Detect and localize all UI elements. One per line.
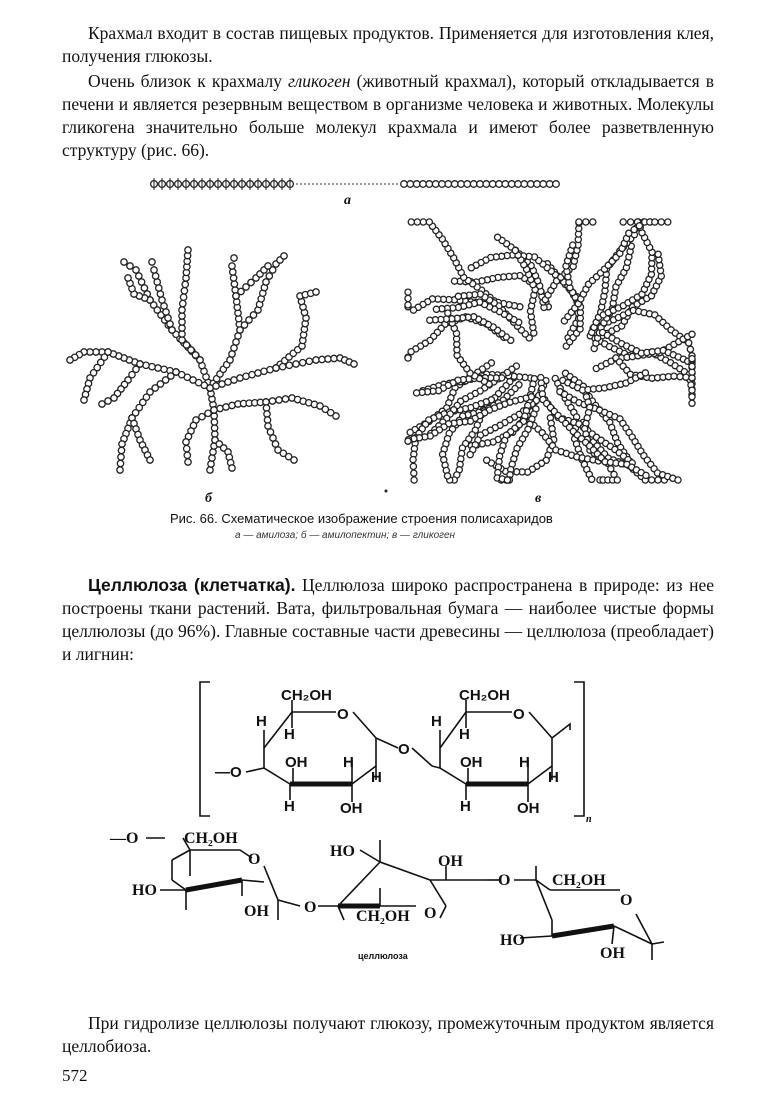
figure-label-b: б [205,491,212,506]
glycogen-text-start: Очень близок к крахмалу [88,71,289,91]
figure-label-v: в [535,491,542,506]
formula-h-9: H [548,769,559,786]
glycogen-text-end: (животный крахмал), который откладывается в печени и является резервным веществом в организме человека и животных. Молекулы гликогена значительно больше молекул крахмала и имеют более разветвленную структуру (рис. 66). [62,71,714,160]
lower-o-link-left: —O [110,830,139,847]
lower-ch2oh-3: CH₂OH [552,872,606,889]
formula-oh-2: OH [340,800,363,817]
lower-ring-o-1: O [248,851,261,868]
lower-oh-3: OH [600,945,625,962]
lower-ch2oh-1: CH₂OH [184,830,238,847]
lower-oh-1: OH [244,903,269,920]
cellulose-text: Целлюлоза широко распространена в природе: из нее построены ткани растений. Вата, фильтровальная бумага — наиболее чистые формы целлюлозы (до 96%). Главные составные части древесины — целлюлоза (преобладает) и лигнин: [62,575,714,664]
lower-bridge-o-2: O [498,872,511,889]
formula-ring-o-left: O [337,706,349,723]
page-number: 572 [62,1066,88,1085]
figure-label-a: а [344,193,351,208]
paragraph-hydrolysis: При гидролизе целлюлозы получают глюкозу, промежуточным продуктом является целлобиоза. [62,1013,714,1056]
formula-h-2: H [284,726,295,743]
figure-66-legend: а — амилоза; б — амилопектин; в — гликоген [235,530,456,541]
formula-ch2oh-left: CH₂OH [281,687,332,704]
lower-ho-1: HO [132,882,157,899]
paragraph-starch-use: Крахмал входит в состав пищевых продуктов. Применяется для изготовления клея, получения глюкозы. [62,23,714,66]
figure-66-caption: Рис. 66. Схематическое изображение строения полисахаридов [170,511,553,526]
formula-o-left-end: —O [215,764,242,781]
formula-ring-o-right: O [513,706,525,723]
formula-h-10: H [460,798,471,815]
formula-h-8: H [519,754,530,771]
lower-ring-o-3: O [620,892,633,909]
lower-ring-o-2: O [424,905,437,922]
formula-oh-1: OH [285,754,308,771]
formula-oh-4: OH [517,800,540,817]
cellulose-formula-caption: целлюлоза [358,951,408,961]
cellulose-heading: Целлюлоза (клетчатка). [88,575,296,595]
formula-h-5: H [284,798,295,815]
formula-bridge-o: O [398,741,410,758]
lower-ch2oh-2: CH₂OH [356,908,410,925]
lower-bridge-o-1: O [304,899,317,916]
formula-oh-3: OH [460,754,483,771]
formula-h-1: H [256,713,267,730]
formula-n-subscript: n [586,814,592,825]
glycogen-term: гликоген [288,71,351,91]
lower-oh-2: OH [438,853,463,870]
lower-ho-2: HO [330,843,355,860]
formula-ch2oh-right: CH₂OH [459,687,510,704]
formula-h-7: H [459,726,470,743]
formula-h-6: H [431,713,442,730]
lower-ho-3: HO [500,932,525,949]
formula-h-4: H [371,769,382,786]
formula-h-3: H [343,754,354,771]
